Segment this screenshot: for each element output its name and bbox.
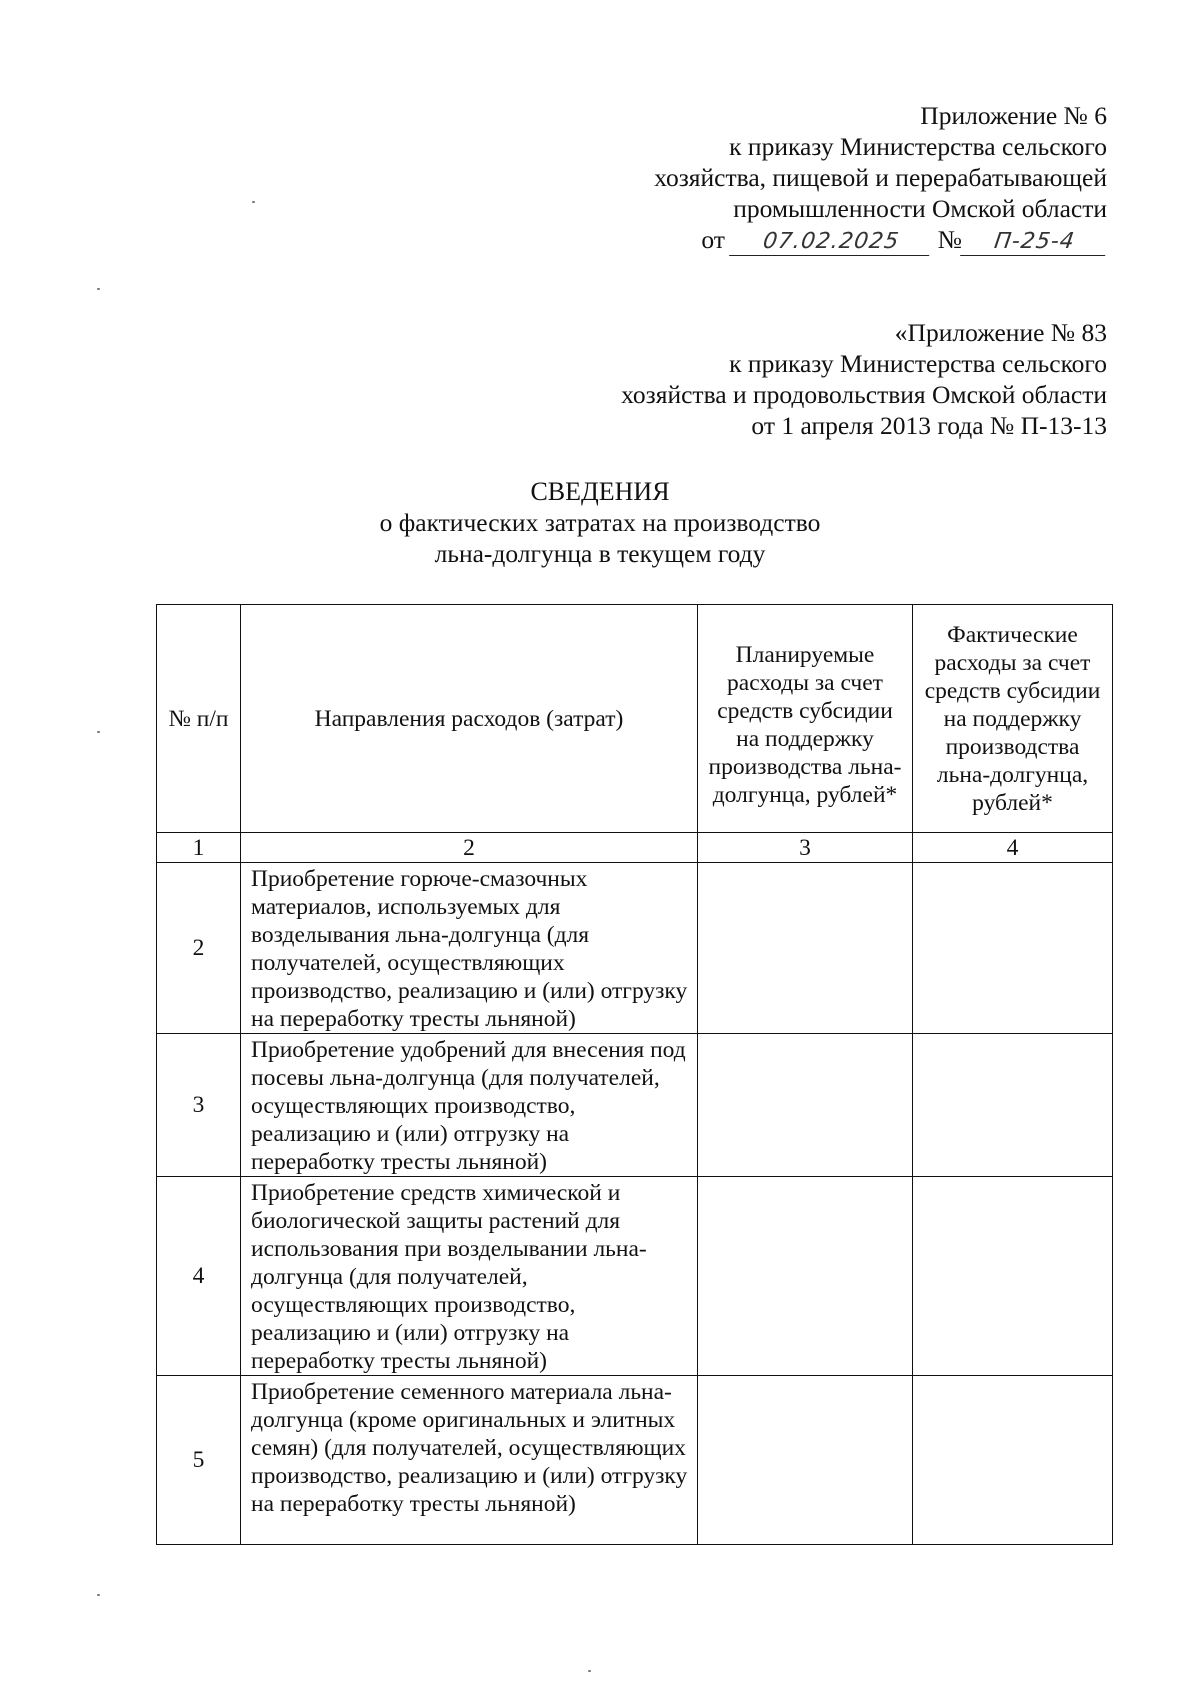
table-row	[157, 1177, 1113, 1376]
column-number: 4	[913, 833, 1113, 863]
scan-speck	[97, 731, 100, 733]
date-prefix: от	[701, 225, 725, 254]
appendix-region-line: промышленности Омской области	[733, 194, 1107, 223]
column-number-row	[157, 833, 1113, 863]
row-actual-value	[913, 1177, 1113, 1376]
column-number: 3	[698, 833, 913, 863]
table-row	[157, 863, 1113, 1034]
row-planned-value	[698, 863, 913, 1034]
row-planned-value	[698, 1177, 913, 1376]
row-planned-value	[698, 1376, 913, 1545]
document-subtitle-line2: льна-долгунца в текущем году	[434, 539, 766, 568]
row-actual-value	[913, 1376, 1113, 1545]
handwritten-date: 07.02.2025	[729, 229, 933, 256]
amended-date-line: от 1 апреля 2013 года № П-13-13	[751, 411, 1107, 440]
scan-speck	[588, 1670, 591, 1672]
column-number: 2	[241, 833, 698, 863]
row-number: 5	[157, 1376, 241, 1545]
scan-speck	[97, 288, 100, 290]
row-direction: Приобретение горюче-смазочных материалов, используемых для возделывания льна-долгунца (для получателей, осуществляющих производство, реализацию и (или) отгрузку на переработку тресты льняной)	[241, 863, 698, 1034]
amended-order-line: к приказу Министерства сельского	[729, 349, 1107, 378]
table-row	[157, 1376, 1113, 1545]
amended-ministry-line: хозяйства и продовольствия Омской области	[621, 380, 1107, 409]
row-number: 2	[157, 863, 241, 1034]
table-row	[157, 1034, 1113, 1177]
appendix-ministry-line: хозяйства, пищевой и перерабатывающей	[654, 163, 1107, 192]
row-number: 3	[157, 1034, 241, 1177]
row-direction: Приобретение семенного материала льна-долгунца (кроме оригинальных и элитных семян) (для получателей, осуществляющих производство, реализацию и (или) отгрузку на переработку тресты льняной)	[241, 1376, 698, 1545]
handwritten-number: П-25-4	[960, 229, 1109, 256]
header-planned: Планируемые расходы за счет средств субсидии на поддержку производства льна-долгунца, рублей*	[698, 605, 913, 833]
appendix-order-line: к приказу Министерства сельского	[729, 132, 1107, 161]
row-direction: Приобретение удобрений для внесения под посевы льна-долгунца (для получателей, осуществляющих производство, реализацию и (или) отгрузку на переработку тресты льняной)	[241, 1034, 698, 1177]
document-title-block	[0, 476, 1200, 569]
number-sign: №	[937, 225, 962, 254]
row-number: 4	[157, 1177, 241, 1376]
header-actual: Фактические расходы за счет средств субсидии на поддержку производства льна-долгунца, рублей*	[913, 605, 1113, 833]
header-num: № п/п	[157, 605, 241, 833]
amended-appendix-title: «Приложение № 83	[894, 318, 1107, 347]
document-subtitle-line1: о фактических затратах на производство	[379, 508, 821, 537]
expenses-table	[156, 604, 1113, 1545]
document-title: СВЕДЕНИЯ	[530, 477, 670, 506]
appendix-header-amended	[621, 317, 1107, 441]
table-header-row	[157, 605, 1113, 833]
appendix-date-line	[654, 224, 1107, 256]
header-direction: Направления расходов (затрат)	[241, 605, 698, 833]
row-actual-value	[913, 863, 1113, 1034]
scan-speck	[97, 1594, 100, 1596]
row-direction: Приобретение средств химической и биологической защиты растений для использования при возделывании льна-долгунца (для получателей, осуществляющих производство, реализацию и (или) отгрузку на переработку тресты льняной)	[241, 1177, 698, 1376]
appendix-header-current	[654, 100, 1107, 256]
column-number: 1	[157, 833, 241, 863]
appendix-title: Приложение № 6	[920, 101, 1107, 130]
row-actual-value	[913, 1034, 1113, 1177]
row-planned-value	[698, 1034, 913, 1177]
scan-speck	[252, 201, 255, 203]
